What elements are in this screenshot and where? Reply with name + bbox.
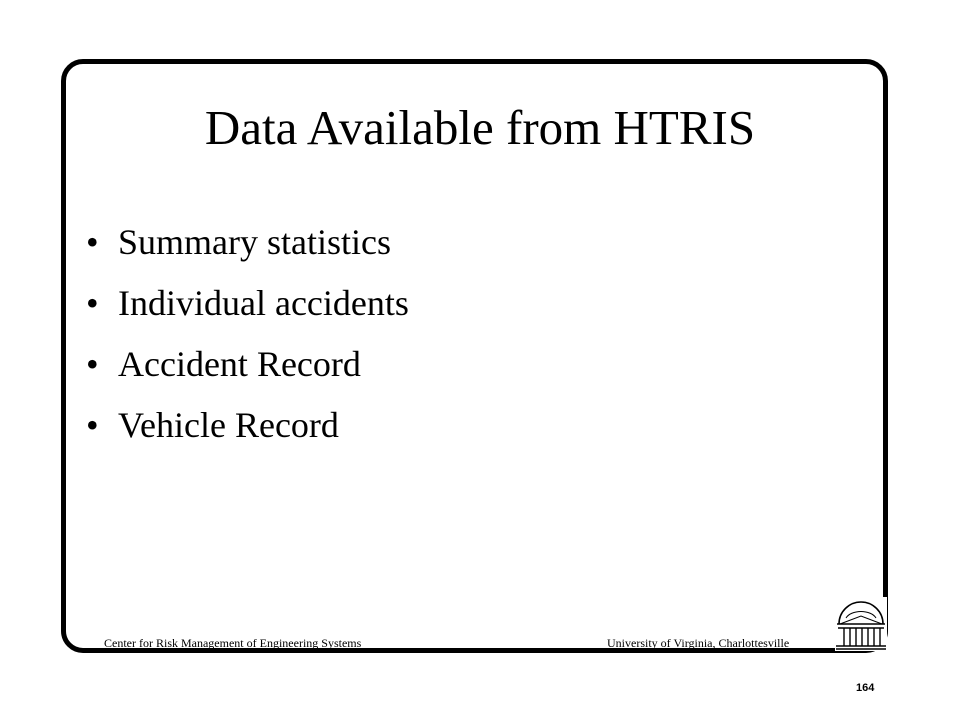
- footer-university: University of Virginia, Charlottesville: [607, 636, 790, 650]
- footer-organization: Center for Risk Management of Engineering Systems: [104, 636, 362, 650]
- bullet-text: Summary statistics: [118, 222, 391, 262]
- bullet-text: Accident Record: [118, 344, 361, 384]
- rotunda-logo-icon: [834, 596, 888, 652]
- slide-title: Data Available from HTRIS: [204, 100, 756, 155]
- bullet-marker: •: [86, 344, 99, 384]
- bullet-text: Individual accidents: [118, 283, 409, 323]
- bullet-marker: •: [86, 283, 99, 323]
- bullet-marker: •: [86, 405, 99, 445]
- bullet-marker: •: [86, 222, 99, 262]
- bullet-text: Vehicle Record: [118, 405, 339, 445]
- page-number: 164: [856, 682, 875, 694]
